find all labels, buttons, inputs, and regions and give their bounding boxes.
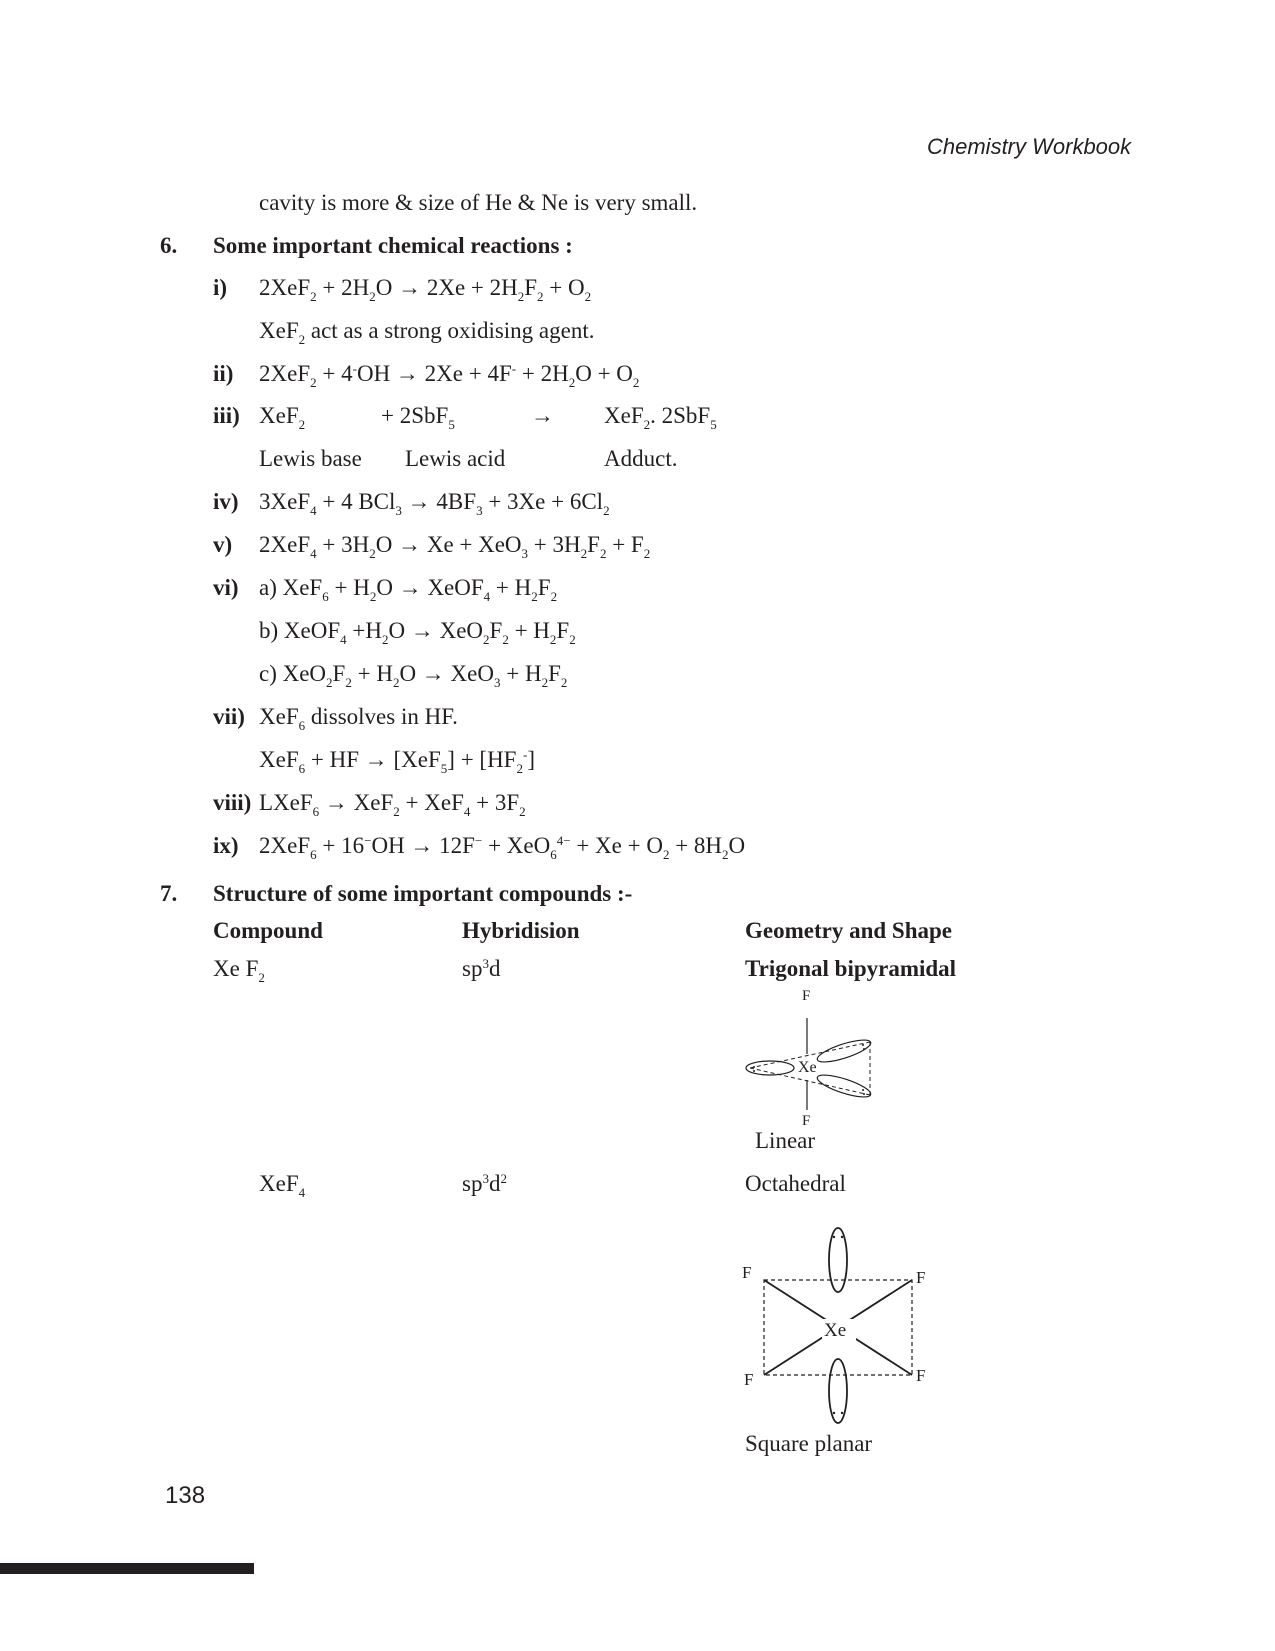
xef4-f-top-left: F — [742, 1263, 752, 1282]
reaction-viii: LXeF$_6$ → $XeF_2 + XeF_4 + 3F_2$ — [259, 790, 526, 819]
lewis-base-label: Lewis base — [259, 446, 362, 471]
reaction-label-vi: vi) — [213, 575, 239, 600]
xef4-f-bottom-left: F — [744, 1370, 754, 1389]
reaction-label-vii: vii) — [213, 704, 245, 729]
reaction-i: $2XeF_2 + 2H_2O \to 2Xe + 2H_2F_2 + O_2$ — [259, 275, 592, 304]
column-header-hybridisation: Hybridision — [462, 918, 580, 943]
reaction-label-ix: ix) — [213, 833, 239, 858]
xef4-xe-label: Xe — [824, 1320, 847, 1341]
section-7-number: 7. — [160, 881, 178, 906]
compound-xef2: Xe $F_2$ — [213, 956, 265, 985]
reaction-iii-reactant-2: + 2SbF$_5$ — [381, 403, 455, 432]
reaction-label-ii: ii) — [213, 361, 234, 386]
section-6-number: 6. — [160, 233, 178, 258]
adduct-label: Adduct. — [604, 446, 678, 471]
section-7-title: Structure of some important compounds :- — [213, 881, 633, 906]
reaction-iv: 3XeF$_4$ + 4 $BCl_3 \to 4BF_3 + 3Xe + 6Cl_2$ — [259, 489, 610, 518]
reaction-vii: XeF$_6$ + HF → $[XeF_5] + [HF_2^-]$ — [259, 747, 535, 776]
reaction-i-note: XeF$_2$ act as a strong oxidising agent. — [259, 318, 595, 347]
reaction-vi-c: c) $XeO_2F_2 + H_2O \to XeO_3 + H_2F_2$ — [259, 661, 568, 690]
reaction-label-i: i) — [213, 275, 228, 300]
reaction-vi-a: a) $XeF_6 + H_2O$ → XeOF$_4$ + $H_2F_2$ — [259, 575, 558, 604]
reaction-label-iv: iv) — [213, 489, 239, 514]
column-header-compound: Compound — [213, 918, 323, 943]
xef4-f-top-right: F — [916, 1268, 926, 1287]
reaction-label-viii: viii) — [213, 790, 252, 815]
shape-xef2: Linear — [755, 1128, 816, 1153]
reaction-label-v: v) — [213, 532, 233, 557]
reaction-vi-b: b) XeOF$_4$ $+H_2O \to XeO_2F_2 + H_2F_2$ — [259, 618, 576, 647]
reaction-iii-arrow: → — [531, 403, 554, 428]
reaction-label-iii: iii) — [213, 403, 240, 428]
lone-pair-lobe — [829, 1359, 847, 1423]
shape-xef4: Square planar — [745, 1431, 873, 1456]
geometry-xef2: Trigonal bipyramidal — [745, 956, 957, 981]
reaction-v: $2XeF_4 + 3H_2O \to Xe + XeO_3 + 3H_2F_2 + F_2$ — [259, 532, 651, 561]
lone-pair-lobe — [829, 1228, 847, 1292]
continuation-text: cavity is more & size of He & Ne is very small. — [259, 190, 698, 215]
xef2-top-f: F — [802, 988, 811, 1004]
hybridisation-xef2: $sp^3d$ — [462, 956, 501, 981]
reaction-iii-product: XeF$_2$. 2SbF$_5$ — [604, 403, 717, 432]
lone-pair-lobe — [815, 1036, 873, 1067]
reaction-ix: $2XeF_6 + 16^-OH \to 12F^- + XeO_6^{4-} + Xe + O_2 + 8H_2O$ — [259, 833, 746, 862]
footer-bar — [0, 1563, 254, 1574]
reaction-vii-note: XeF$_6$ dissolves in HF. — [259, 704, 458, 733]
geometry-xef4: Octahedral — [745, 1171, 846, 1196]
reaction-ii: $2XeF_2 + 4^-OH \to 2Xe + 4F^- + 2H_2O + O_2$ — [259, 361, 640, 390]
column-header-geometry: Geometry and Shape — [745, 918, 952, 943]
page-number: 138 — [165, 1482, 206, 1509]
xef2-xe-label: Xe — [798, 1059, 817, 1076]
lone-pair-lobe — [815, 1071, 873, 1102]
running-header: Chemistry Workbook — [927, 134, 1132, 159]
hybridisation-xef4: $sp^3d^2$ — [462, 1171, 507, 1196]
xef2-structure-diagram — [740, 988, 890, 1130]
lewis-acid-label: Lewis acid — [405, 446, 506, 471]
reaction-iii-reactant-1: XeF$_2$ — [259, 403, 306, 432]
lone-pair-lobe — [746, 1061, 794, 1075]
section-6-title: Some important chemical reactions : — [213, 233, 573, 258]
compound-xef4: XeF$_4$ — [259, 1171, 306, 1200]
xef4-structure-diagram — [738, 1225, 938, 1425]
xef4-f-bottom-right: F — [916, 1366, 926, 1385]
xef2-bottom-f: F — [802, 1113, 811, 1129]
